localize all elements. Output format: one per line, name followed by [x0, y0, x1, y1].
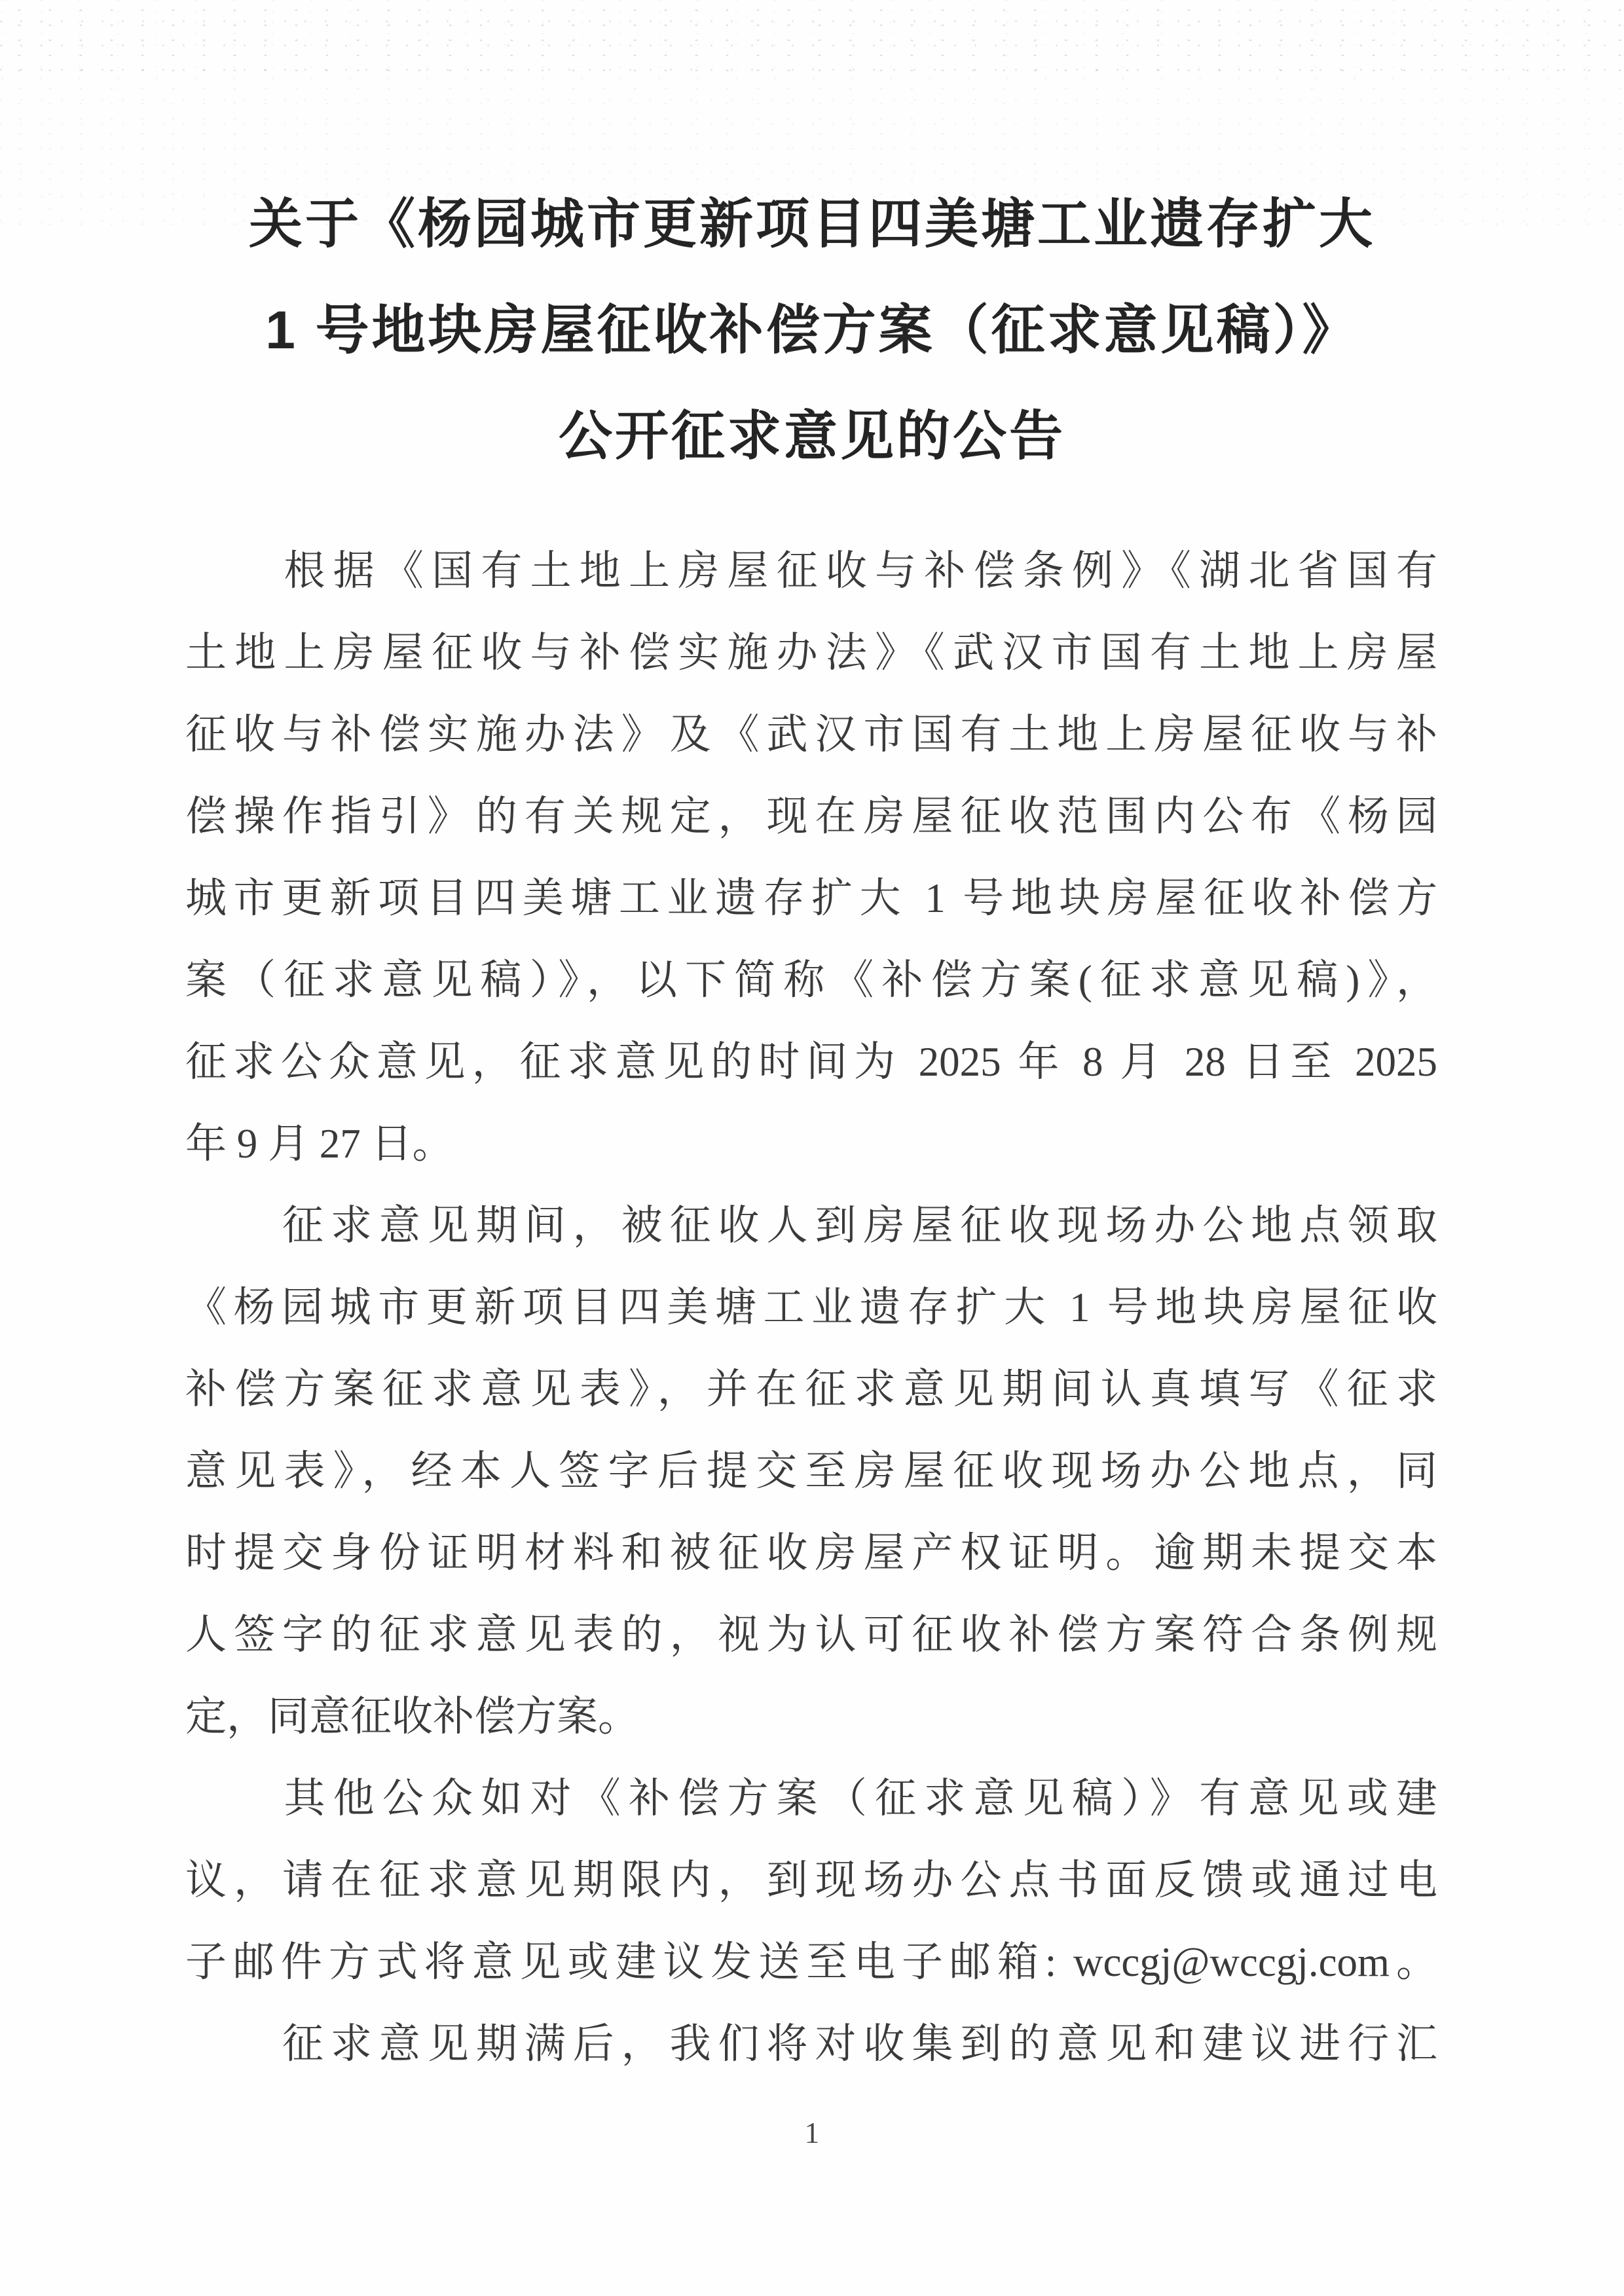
- document-body: [185, 530, 1437, 2085]
- document-title-line-1: 关于《杨园城市更新项目四美塘工业遗存扩大: [248, 194, 1375, 254]
- body-line: 意见表》，经本人签字后提交至房屋征收现场办公地点，同: [185, 1448, 1437, 1494]
- body-line: 征收与补偿实施办法》及《武汉市国有土地上房屋征收与补: [185, 712, 1437, 757]
- body-line: 征求意见期满后，我们将对收集到的意见和建议进行汇: [185, 2021, 1437, 2067]
- body-line: 年 9 月 27 日。: [185, 1121, 454, 1167]
- page-number: 1: [804, 2116, 820, 2149]
- body-line: 偿操作指引》的有关规定，现在房屋征收范围内公布《杨园: [185, 793, 1437, 839]
- body-line: 根据《国有土地上房屋征收与补偿条例》《湖北省国有: [185, 548, 1437, 594]
- body-line: 征求公众意见，征求意见的时间为 2025 年 8 月 28 日至 2025: [185, 1039, 1437, 1085]
- body-line: 案（征求意见稿）》，以下简称《补偿方案(征求意见稿)》，: [185, 957, 1437, 1003]
- body-line: 子邮件方式将意见或建议发送至电子邮箱: wccgj@wccgj.com。: [185, 1939, 1437, 1985]
- document-title: [92, 172, 1532, 490]
- body-line: 征求意见期间，被征收人到房屋征收现场办公地点领取: [185, 1203, 1437, 1248]
- body-line: 议，请在征求意见期限内，到现场办公点书面反馈或通过电: [185, 1857, 1437, 1903]
- body-line: 《杨园城市更新项目四美塘工业遗存扩大 1 号地块房屋征收: [185, 1285, 1437, 1330]
- body-line: 土地上房屋征收与补偿实施办法》《武汉市国有土地上房屋: [185, 630, 1437, 676]
- body-line: 城市更新项目四美塘工业遗存扩大 1 号地块房屋征收补偿方: [185, 875, 1437, 921]
- body-line: 其他公众如对《补偿方案（征求意见稿）》有意见或建: [185, 1776, 1437, 1821]
- body-line: 人签字的征求意见表的，视为认可征收补偿方案符合条例规: [185, 1612, 1437, 1658]
- scan-noise-top: [0, 0, 1624, 79]
- document-title-line-2: 1 号地块房屋征收补偿方案（征求意见稿）》: [265, 301, 1359, 360]
- body-line: 时提交身份证明材料和被征收房屋产权证明。逾期未提交本: [185, 1530, 1437, 1576]
- body-line: 补偿方案征求意见表》，并在征求意见期间认真填写《征求: [185, 1366, 1437, 1412]
- document-title-line-3: 公开征求意见的公告: [558, 407, 1065, 466]
- body-line: 定，同意征收补偿方案。: [185, 1694, 639, 1740]
